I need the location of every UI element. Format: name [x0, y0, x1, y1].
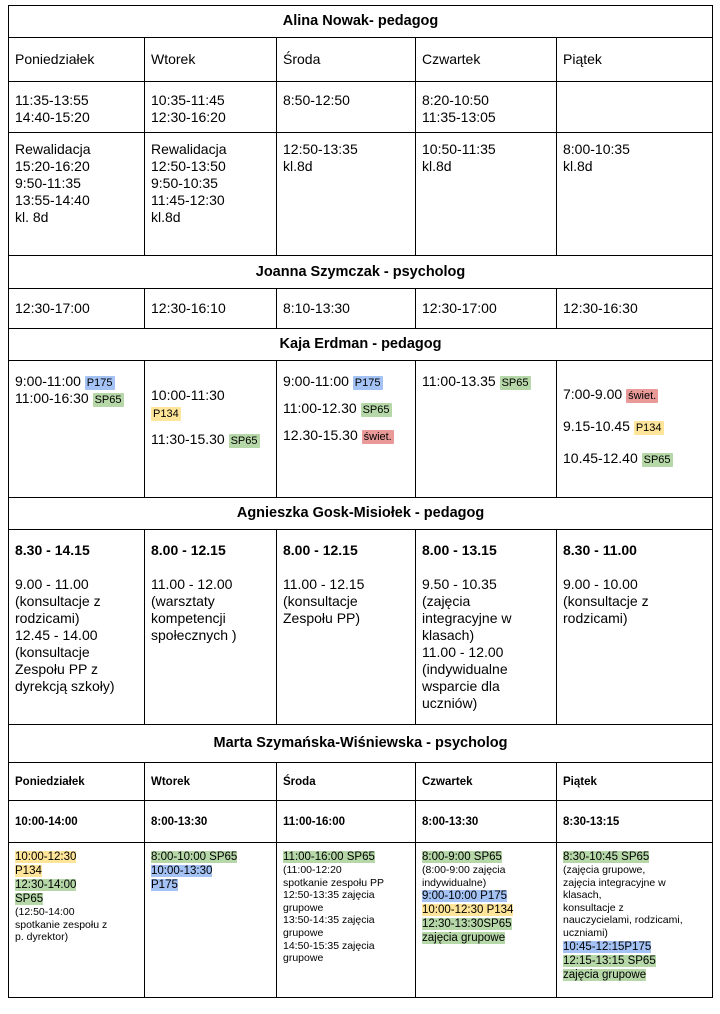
- erdman-thu: [416, 361, 557, 498]
- szymczak-hours-mon: 12:30-17:00: [9, 289, 145, 329]
- erdman-fri: [557, 361, 713, 498]
- room-badge: SP65: [362, 404, 390, 416]
- szymanska-hours-mon: 10:00-14:00: [15, 815, 78, 828]
- day-header-mon: Poniedziałek: [9, 38, 145, 82]
- room-badge: P175: [354, 377, 381, 389]
- szymczak-hours-tue: 12:30-16:10: [145, 289, 277, 329]
- nowak-hours-wed: 8:50-12:50: [277, 82, 416, 133]
- room-badge: SP65: [94, 394, 122, 406]
- szymanska-fri: 8:30-10:45 SP65 (zajęcia grupowe, zajęcia integracyjne w klasach, konsultacje z nauczycielami, rodzicami, uczniami) 10:45-12:15P175 12:15-13:15 SP65 zajęcia grupowe: [557, 843, 713, 998]
- section-title-szymanska: Marta Szymańska-Wiśniewska - psycholog: [9, 725, 713, 763]
- nowak-extra-fri: 8:00-10:35 kl.8d: [557, 133, 713, 256]
- erdman-mon: [9, 361, 145, 498]
- day-header-wed: Środa: [283, 775, 316, 788]
- time-slot: 11:00-12.30: [283, 400, 357, 416]
- section-title-nowak: Alina Nowak- pedagog: [9, 6, 713, 38]
- szymanska-hours-thu: 8:00-13:30: [422, 815, 479, 828]
- time-slot: 9:00-11:00: [283, 373, 349, 389]
- day-header-fri: Piątek: [563, 775, 597, 788]
- room-badge: P175: [86, 377, 113, 389]
- room-badge: świet.: [628, 390, 657, 402]
- nowak-hours-mon: 11:35-13:55 14:40-15:20: [9, 82, 145, 133]
- nowak-hours-fri: [557, 82, 713, 133]
- szymczak-hours-wed: 8:10-13:30: [277, 289, 416, 329]
- gosk-wed: 8.00 - 12.15 11.00 - 12.15 (konsultacje Zespołu PP): [277, 530, 416, 725]
- day-header-wed: Środa: [277, 38, 416, 82]
- room-badge: SP65: [501, 377, 529, 389]
- nowak-extra-thu: 10:50-11:35 kl.8d: [416, 133, 557, 256]
- nowak-hours-thu: 8:20-10:50 11:35-13:05: [416, 82, 557, 133]
- room-badge: P134: [635, 422, 662, 434]
- szymanska-wed: 11:00-16:00 SP65 (11:00-12:20 spotkanie zespołu PP 12:50-13:35 zajęcia grupowe 13:50-14:35 zajęcia grupowe 14:50-15:35 zajęcia grupowe: [277, 843, 416, 998]
- szymanska-hours-tue: 8:00-13:30: [151, 815, 208, 828]
- nowak-extra-mon: Rewalidacja 15:20-16:20 9:50-11:35 13:55-14:40 kl. 8d: [9, 133, 145, 256]
- time-slot: 9:00-11:00: [15, 373, 81, 389]
- time-slot: 10.45-12.40: [563, 450, 638, 466]
- nowak-hours-tue: 10:35-11:45 12:30-16:20: [145, 82, 277, 133]
- szymanska-hours-wed: 11:00-16:00: [283, 815, 346, 828]
- day-header-thu: Czwartek: [422, 775, 473, 788]
- erdman-wed: [277, 361, 416, 498]
- section-title-erdman: Kaja Erdman - pedagog: [9, 329, 713, 361]
- szymanska-tue: 8:00-10:00 SP65 10:00-13:30 P175: [145, 843, 277, 998]
- schedule-table: [8, 5, 713, 998]
- day-header-thu: Czwartek: [416, 38, 557, 82]
- time-slot: 10:00-11:30: [151, 387, 225, 403]
- day-header-fri: Piątek: [557, 38, 713, 82]
- szymczak-hours-thu: 12:30-17:00: [416, 289, 557, 329]
- erdman-tue: [145, 361, 277, 498]
- room-badge: SP65: [643, 454, 671, 466]
- szymczak-hours-fri: 12:30-16:30: [557, 289, 713, 329]
- szymanska-hours-fri: 8:30-13:15: [563, 815, 620, 828]
- room-badge: SP65: [230, 435, 258, 447]
- day-header-tue: Wtorek: [151, 775, 190, 788]
- gosk-mon: 8.30 - 14.15 9.00 - 11.00 (konsultacje z rodzicami) 12.45 - 14.00 (konsultacje Zespołu PP z dyrekcją szkoły): [9, 530, 145, 725]
- time-slot: 9.15-10.45: [563, 418, 630, 434]
- section-title-gosk: Agnieszka Gosk-Misiołek - pedagog: [9, 498, 713, 530]
- szymanska-mon: 10:00-12:30 P134 12:30-14:00 SP65 (12:50-14:00 spotkanie zespołu z p. dyrektor): [9, 843, 145, 998]
- section-title-szymczak: Joanna Szymczak - psycholog: [9, 256, 713, 289]
- day-header-tue: Wtorek: [145, 38, 277, 82]
- time-slot: 7:00-9.00: [563, 386, 623, 402]
- gosk-tue: 8.00 - 12.15 11.00 - 12.00 (warsztaty kompetencji społecznych ): [145, 530, 277, 725]
- room-badge: świet.: [363, 431, 392, 443]
- szymanska-thu: 8:00-9:00 SP65 (8:00-9:00 zajęcia indywidualne) 9:00-10:00 P175 10:00-12:30 P134 12:30-13:30SP65 zajęcia grupowe: [416, 843, 557, 998]
- time-slot: 11:30-15.30: [151, 431, 225, 447]
- day-header-mon: Poniedziałek: [15, 775, 85, 788]
- time-slot: 12.30-15.30: [283, 427, 358, 443]
- time-slot: 11:00-13.35: [422, 373, 496, 389]
- nowak-extra-tue: Rewalidacja 12:50-13:50 9:50-10:35 11:45-12:30 kl.8d: [145, 133, 277, 256]
- gosk-fri: 8.30 - 11.00 9.00 - 10.00 (konsultacje z rodzicami): [557, 530, 713, 725]
- gosk-thu: 8.00 - 13.15 9.50 - 10.35 (zajęcia integracyjne w klasach) 11.00 - 12.00 (indywidualne wsparcie dla uczniów): [416, 530, 557, 725]
- room-badge: P134: [153, 408, 179, 420]
- time-slot: 11:00-16:30: [15, 390, 89, 406]
- nowak-extra-wed: 12:50-13:35 kl.8d: [277, 133, 416, 256]
